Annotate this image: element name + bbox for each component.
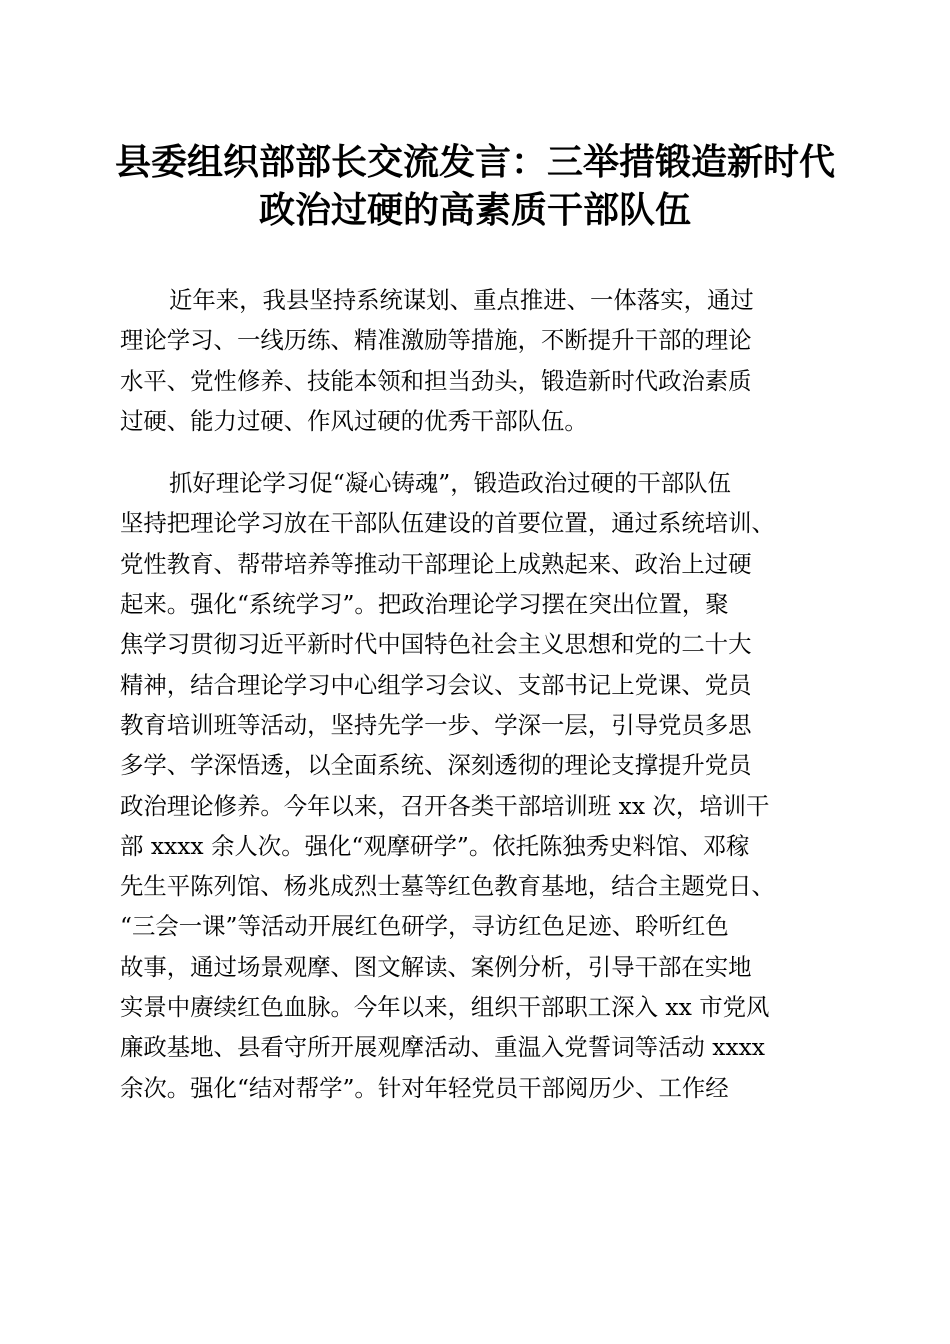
paragraph-line: 廉政基地、县看守所开展观摩活动、重温入党誓词等活动 xxxx	[120, 1033, 765, 1062]
paragraph-intro	[120, 280, 832, 441]
paragraph-line: 理论学习、一线历练、精准激励等措施，不断提升干部的理论	[120, 326, 752, 355]
paragraph-line: 近年来，我县坚持系统谋划、重点推进、一体落实，通过	[169, 286, 754, 314]
paragraph-line: 实景中赓续红色血脉。今年以来，组织干部职工深入 xx 市党风	[120, 993, 770, 1022]
paragraph-line: 政治理论修养。今年以来，召开各类干部培训班 xx 次，培训干	[120, 791, 770, 820]
paragraph-theory-study	[120, 463, 832, 1108]
paragraph-line: 过硬、能力过硬、作风过硬的优秀干部队伍。	[120, 406, 588, 435]
document-body	[120, 280, 832, 1108]
paragraph-line: 水平、党性修养、技能本领和担当劲头，锻造新时代政治素质	[120, 366, 752, 395]
paragraph-line: 部 xxxx 余人次。强化“观摩研学”。依托陈独秀史料馆、邓稼	[120, 831, 750, 860]
paragraph-line: 先生平陈列馆、杨兆成烈士墓等红色教育基地，结合主题党日、	[120, 872, 775, 901]
paragraph-line: 精神，结合理论学习中心组学习会议、支部书记上党课、党员	[120, 670, 752, 699]
title-line-2: 政治过硬的高素质干部队伍	[258, 189, 691, 231]
paragraph-line: 教育培训班等活动，坚持先学一步、学深一层，引导党员多思	[120, 710, 752, 739]
paragraph-line: 党性教育、帮带培养等推动干部理论上成熟起来、政治上过硬	[120, 549, 752, 578]
paragraph-line: 起来。强化“系统学习”。把政治理论学习摆在突出位置，聚	[120, 590, 729, 619]
paragraph-line: 焦学习贯彻习近平新时代中国特色社会主义思想和党的二十大	[120, 630, 752, 659]
paragraph-line: “三会一课”等活动开展红色研学，寻访红色足迹、聆听红色	[120, 912, 729, 941]
paragraph-line: 多学、学深悟透，以全面系统、深刻透彻的理论支撑提升党员	[120, 751, 752, 780]
paragraph-line: 故事，通过场景观摩、图文解读、案例分析，引导干部在实地	[120, 952, 752, 981]
title-line-1: 县委组织部部长交流发言：三举措锻造新时代	[114, 141, 835, 183]
section-heading-line: 抓好理论学习促“凝心铸魂”，锻造政治过硬的干部队伍	[169, 469, 731, 498]
paragraph-line: 坚持把理论学习放在干部队伍建设的首要位置，通过系统培训、	[120, 509, 775, 538]
paragraph-line: 余次。强化“结对帮学”。针对年轻党员干部阅历少、工作经	[120, 1073, 729, 1102]
document-title	[0, 138, 950, 234]
